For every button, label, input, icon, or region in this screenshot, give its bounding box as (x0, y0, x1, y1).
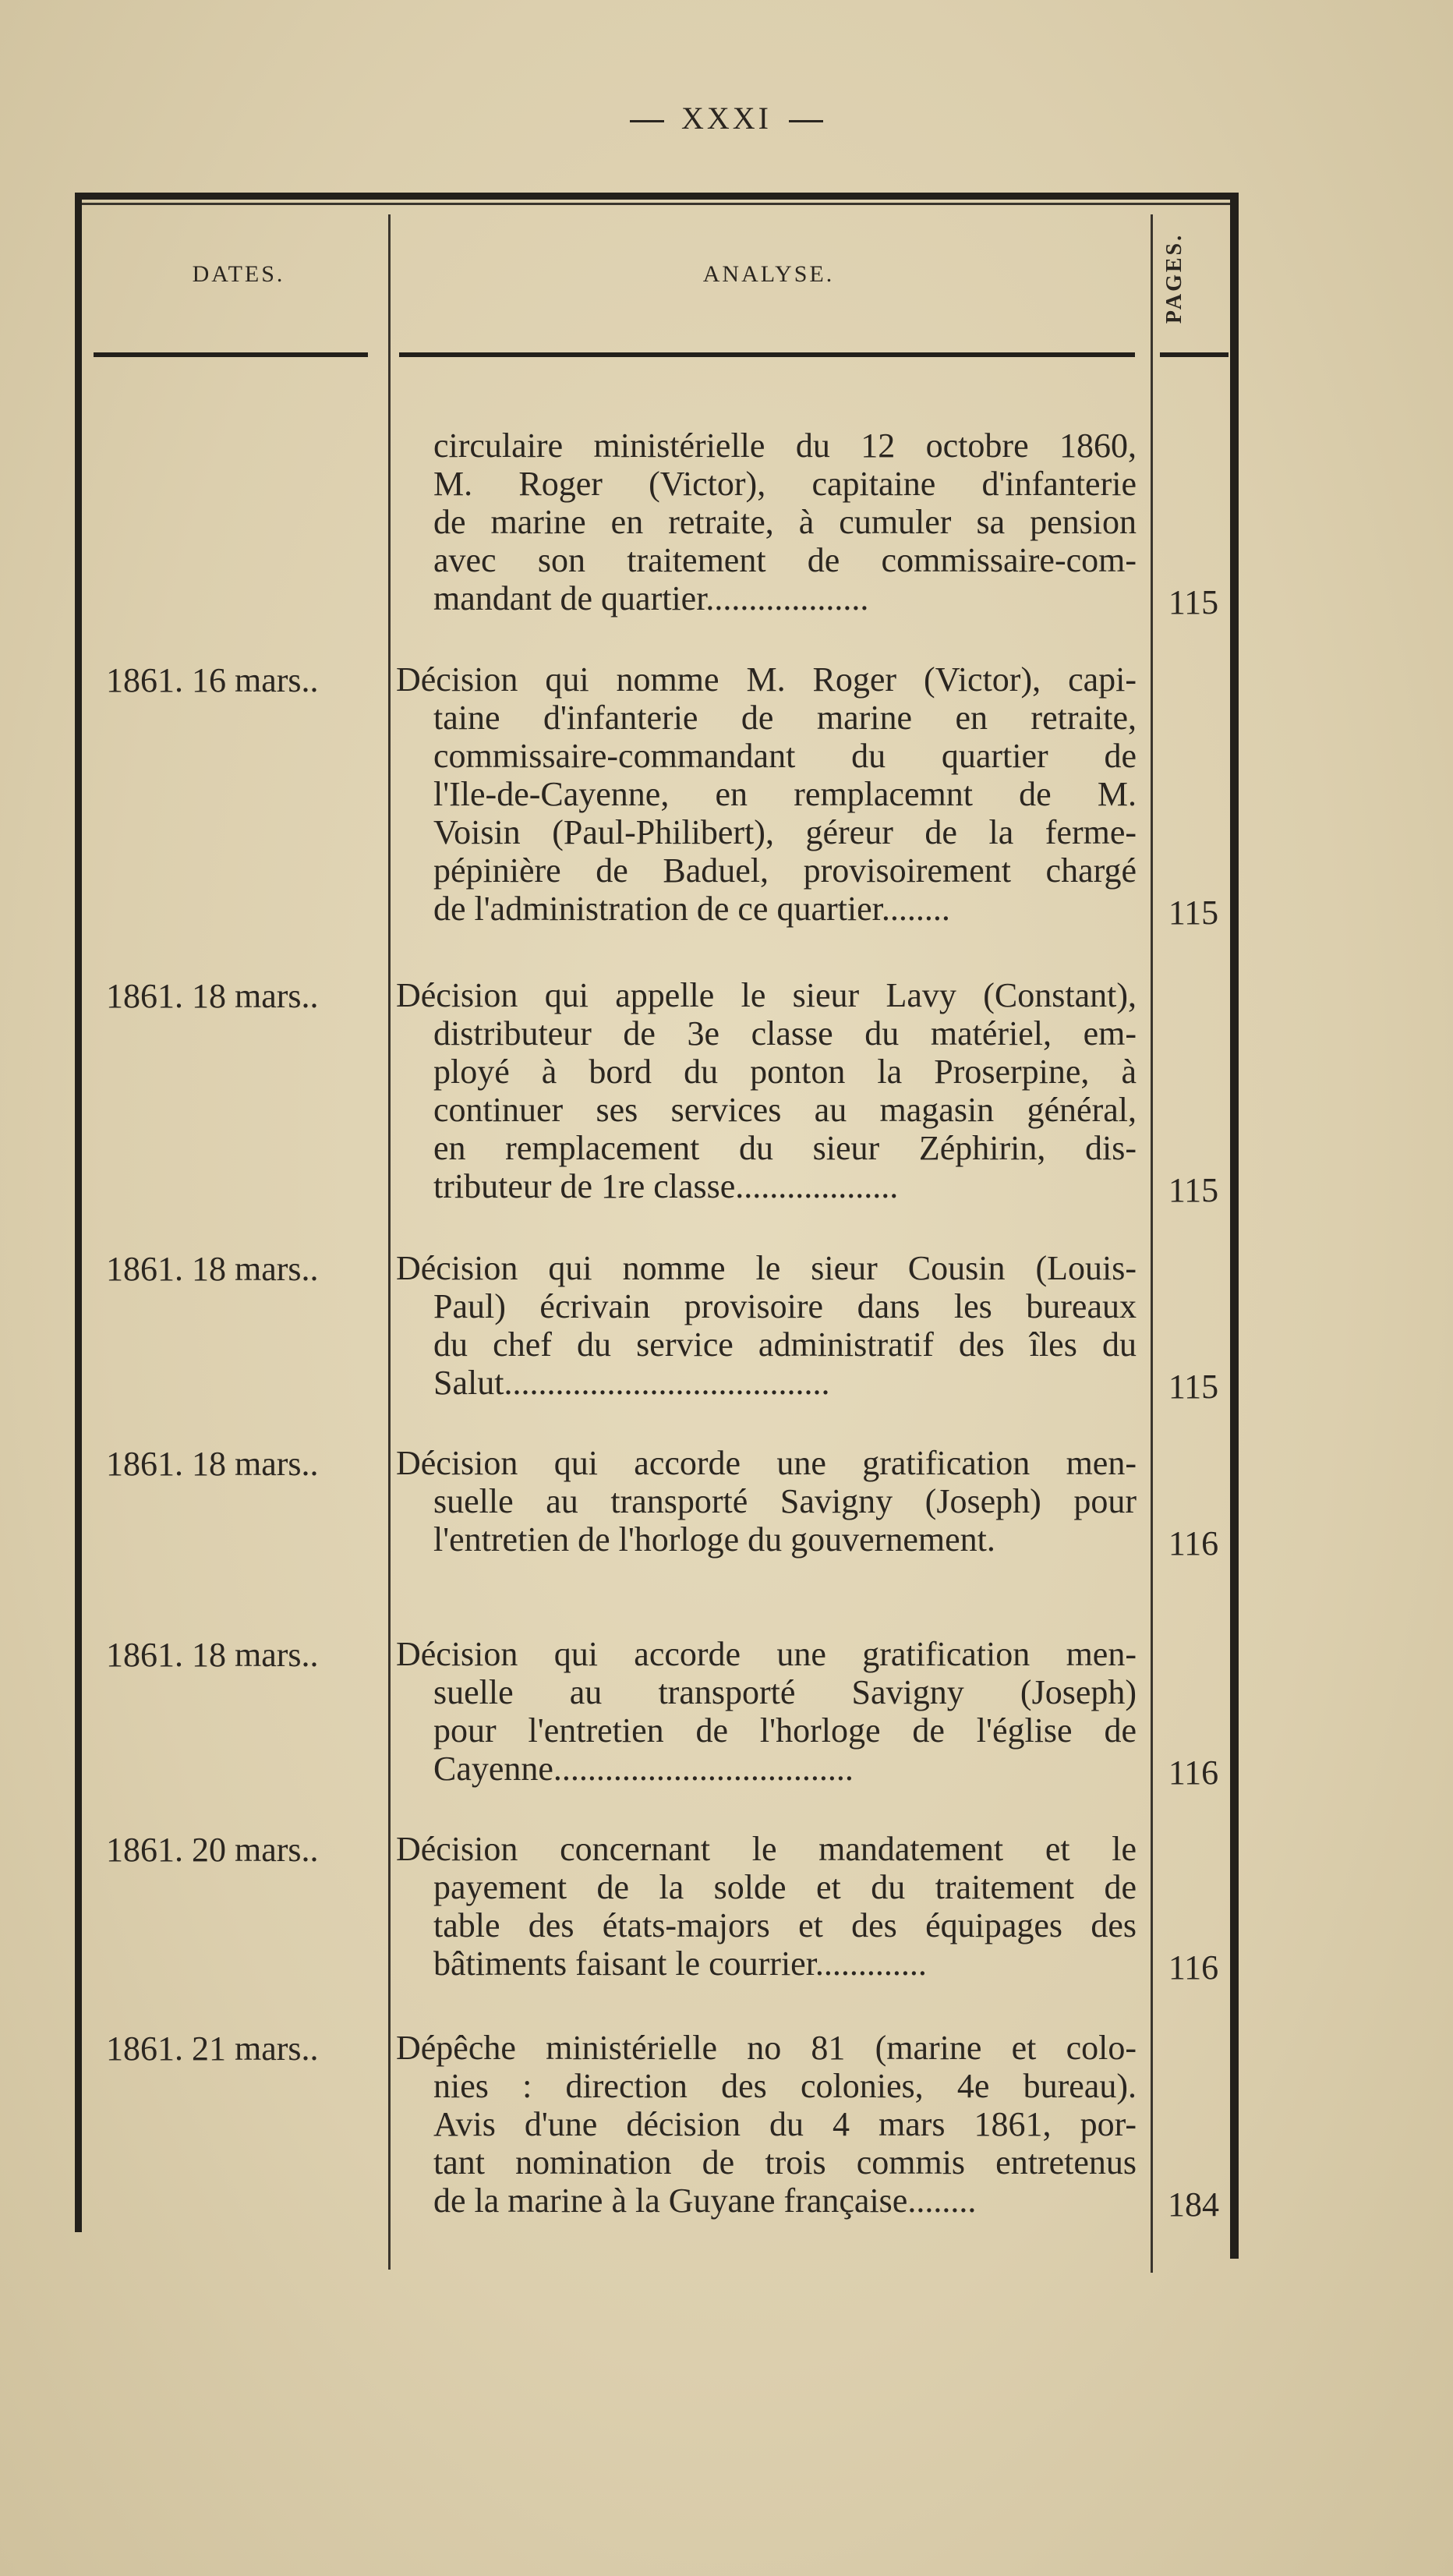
analysis-line: en remplacement du sieur Zéphirin, dis- (433, 1129, 1137, 1167)
entry-page-number: 115 (1168, 1171, 1219, 1209)
index-table (75, 193, 1241, 2232)
top-rule (75, 193, 1236, 200)
analysis-line: Décision qui nomme le sieur Cousin (Louis- (396, 1249, 1137, 1287)
analysis-line: l'Ile-de-Cayenne, en remplacemnt de M. (433, 775, 1137, 813)
entry-date: 1861. 16 mars.. (106, 661, 319, 699)
header-pages: PAGES. (1162, 232, 1186, 324)
analysis-line: ployé à bord du ponton la Proserpine, à (433, 1053, 1137, 1091)
analysis-line: pépinière de Baduel, provisoirement chargé (433, 851, 1137, 890)
entry-page-number: 116 (1168, 1948, 1219, 1987)
page-number: XXXI (0, 100, 1453, 136)
analysis-line: Décision qui accorde une gratification men- (396, 1635, 1137, 1673)
analysis-line: de l'administration de ce quartier........ (433, 890, 950, 928)
analysis-line: Décision concernant le mandatement et le (396, 1830, 1137, 1868)
left-rule (75, 193, 82, 2232)
dash-left (630, 120, 664, 122)
entry-date: 1861. 18 mars.. (106, 977, 319, 1015)
analysis-line: Voisin (Paul-Philibert), géreur de la ferme- (433, 813, 1137, 851)
analysis-line: Décision qui accorde une gratification men- (396, 1444, 1137, 1482)
dash-right (789, 120, 823, 122)
header-analyse: ANALYSE. (702, 261, 835, 287)
entry-analysis (396, 976, 1137, 1205)
entry-analysis (396, 1249, 1137, 1402)
analysis-line: de la marine à la Guyane française........ (433, 2181, 977, 2220)
entry-date: 1861. 18 mars.. (106, 1250, 319, 1288)
analysis-line: du chef du service administratif des îles du (433, 1325, 1137, 1364)
analysis-line: de marine en retraite, à cumuler sa pension (433, 503, 1137, 541)
analysis-line: Dépêche ministérielle no 81 (marine et colo- (396, 2029, 1137, 2067)
top-rule-thin (75, 203, 1236, 205)
analysis-line: Décision qui appelle le sieur Lavy (Constant), (396, 976, 1137, 1014)
analysis-line: continuer ses services au magasin général, (433, 1091, 1137, 1129)
right-rule (1230, 193, 1239, 2259)
entry-page-number: 184 (1168, 2185, 1219, 2224)
analysis-line: Décision qui nomme M. Roger (Victor), capi- (396, 660, 1137, 699)
analysis-line: M. Roger (Victor), capitaine d'infanterie (433, 465, 1137, 503)
analysis-line: taine d'infanterie de marine en retraite, (433, 699, 1137, 737)
analysis-line: l'entretien de l'horloge du gouvernement. (433, 1520, 995, 1559)
analysis-line: table des états-majors et des équipages des (433, 1906, 1137, 1944)
analysis-line: payement de la solde et du traitement de (433, 1868, 1137, 1906)
entry-page-number: 116 (1168, 1524, 1219, 1562)
entry-date: 1861. 21 mars.. (106, 2029, 319, 2068)
entry-analysis (396, 426, 1137, 617)
entry-page-number: 115 (1168, 583, 1219, 621)
entry-date: 1861. 20 mars.. (106, 1831, 319, 1869)
analysis-line: commissaire-commandant du quartier de (433, 737, 1137, 775)
analysis-line: distributeur de 3e classe du matériel, em- (433, 1014, 1137, 1053)
header-rule-analyse (399, 352, 1135, 357)
analysis-line: circulaire ministérielle du 12 octobre 1860, (433, 426, 1137, 465)
header-dates: DATES. (192, 261, 285, 287)
analysis-line: nies : direction des colonies, 4e bureau). (433, 2067, 1137, 2105)
entry-analysis (396, 660, 1137, 928)
analysis-line: Salut...................................... (433, 1364, 830, 1402)
analysis-line: bâtiments faisant le courrier............. (433, 1944, 927, 1983)
entry-analysis (396, 1830, 1137, 1983)
header-rule-dates (94, 352, 368, 357)
analysis-line: pour l'entretien de l'horloge de l'église de (433, 1711, 1137, 1750)
header-rule-pages (1160, 352, 1229, 357)
entry-date: 1861. 18 mars.. (106, 1445, 319, 1483)
entry-analysis (396, 1444, 1137, 1559)
analysis-line: suelle au transporté Savigny (Joseph) pour (433, 1482, 1137, 1520)
analysis-line: Avis d'une décision du 4 mars 1861, por- (433, 2105, 1137, 2143)
entry-page-number: 115 (1168, 1368, 1219, 1406)
entry-date: 1861. 18 mars.. (106, 1636, 319, 1674)
entry-page-number: 116 (1168, 1753, 1219, 1792)
analysis-line: tant nomination de trois commis entretenus (433, 2143, 1137, 2181)
column-divider-pages (1151, 214, 1153, 2273)
entry-page-number: 115 (1168, 893, 1219, 932)
analysis-line: avec son traitement de commissaire-com- (433, 541, 1137, 579)
analysis-line: suelle au transporté Savigny (Joseph) (433, 1673, 1137, 1711)
column-divider-dates (388, 214, 391, 2270)
entry-analysis (396, 1635, 1137, 1788)
analysis-line: tributeur de 1re classe................... (433, 1167, 899, 1205)
analysis-line: Paul) écrivain provisoire dans les bureaux (433, 1287, 1137, 1325)
analysis-line: mandant de quartier................... (433, 579, 869, 617)
entry-analysis (396, 2029, 1137, 2220)
analysis-line: Cayenne................................... (433, 1750, 854, 1788)
